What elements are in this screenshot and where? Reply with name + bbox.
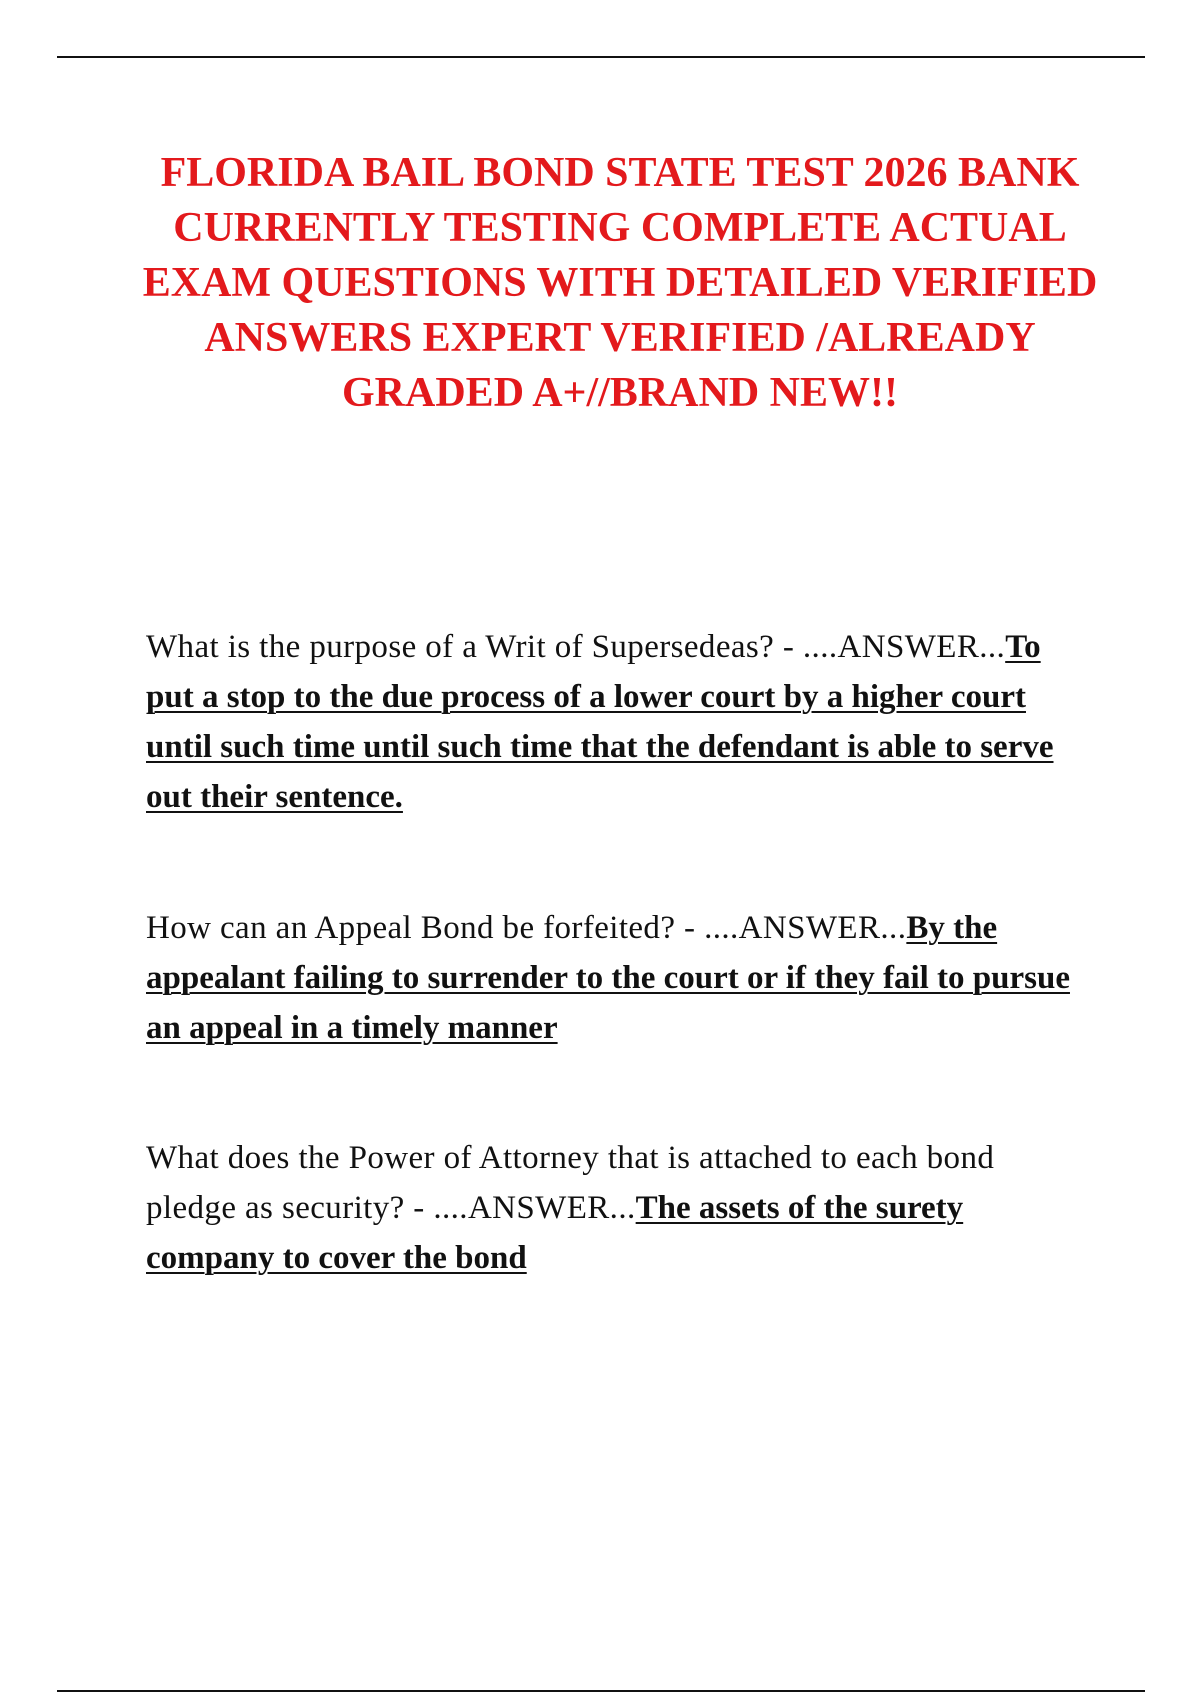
answer-text: The assets of the surety company to cover the bond	[146, 1190, 964, 1276]
question-text: What does the Power of Attorney that is attached to each bond pledge as security? - ....ANSWER...	[146, 1140, 995, 1226]
answer-text: To put a stop to the due process of a lower court by a higher court until such time until such time that the defendant is able to serve out their sentence.	[146, 629, 1054, 815]
qa-item-2	[146, 903, 1086, 1053]
question-text: How can an Appeal Bond be forfeited? - ....ANSWER...	[146, 910, 907, 946]
bottom-rule	[57, 1690, 1145, 1692]
qa-item-3	[146, 1133, 1086, 1283]
top-rule	[57, 56, 1145, 58]
document-title: FLORIDA BAIL BOND STATE TEST 2026 BANK CURRENTLY TESTING COMPLETE ACTUAL EXAM QUESTIONS WITH DETAILED VERIFIED ANSWERS EXPERT VERIFIED /ALREADY GRADED A+//BRAND NEW!!	[142, 150, 1098, 416]
answer-text: By the appealant failing to surrender to the court or if they fail to pursue an appeal in a timely manner	[146, 910, 1070, 1046]
question-text: What is the purpose of a Writ of Supersedeas? - ....ANSWER...	[146, 629, 1006, 665]
qa-item-1	[146, 622, 1086, 822]
